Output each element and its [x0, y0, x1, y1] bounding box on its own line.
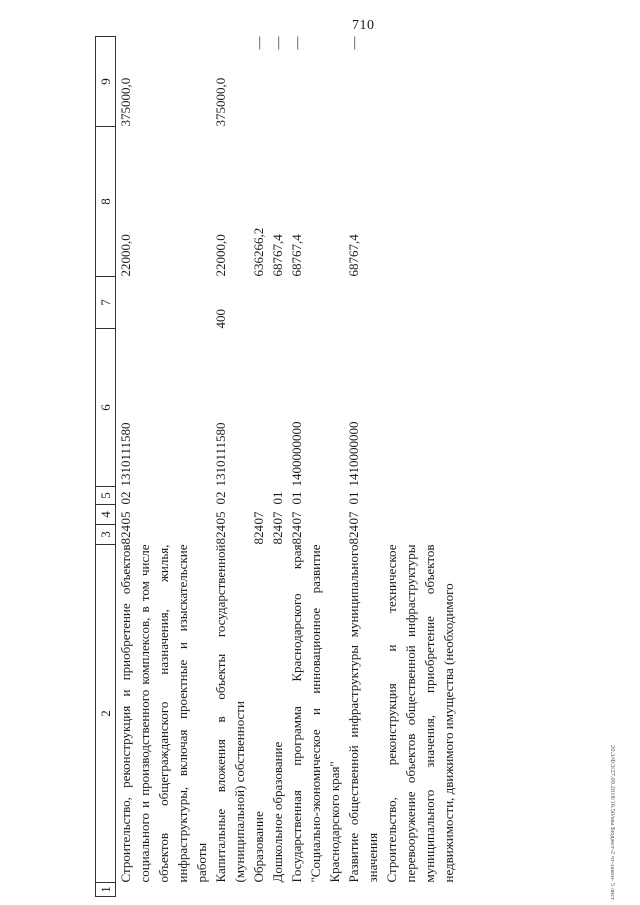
cell-c9: 375000,0 — [213, 77, 228, 127]
table-row — [287, 37, 344, 897]
cell-c5: 01 — [289, 491, 304, 505]
cell-c6: 1310111580 — [213, 422, 228, 487]
row-description: Дошкольное образование — [270, 741, 285, 883]
cell-c4: 05 — [213, 511, 228, 525]
cell-c9: — — [346, 36, 361, 50]
cell-c5: 01 — [270, 491, 285, 505]
table-row — [382, 37, 458, 897]
cell-c9: — — [251, 36, 266, 50]
cell-c7 — [287, 277, 344, 329]
cell-c5 — [249, 487, 268, 505]
cell-c8: 68767,4 — [270, 234, 285, 277]
cell-c7: 400 — [213, 309, 228, 329]
header-row — [96, 37, 116, 897]
cell-c3: 824 — [289, 525, 304, 545]
table-row — [268, 37, 287, 897]
row-description: Государственная программа Краснодарского края "Социально-экономическое и инновационное развитие Краснодарского края" — [289, 544, 342, 883]
cell-c6: 1410000000 — [346, 421, 361, 487]
cell-c7 — [249, 277, 268, 329]
header-col-8: 8 — [96, 127, 116, 277]
row-description: Строительство, реконструкция и приобретение объектов социального и производственного комплексов, в том числе объектов общегражданского назначения, жилья, инфраструктуры, включая проектные и изыскательские работы — [118, 544, 209, 883]
cell-c8: 636266,2 — [251, 227, 266, 277]
cell-c6 — [268, 329, 287, 487]
cell-c3 — [382, 525, 458, 545]
row-description: Развитие общественной инфраструктуры муниципального значения — [346, 544, 380, 883]
table-row — [116, 37, 212, 897]
cell-c7 — [382, 277, 458, 329]
header-col-2: 2 — [96, 545, 116, 883]
cell-c4: 05 — [118, 511, 133, 525]
cell-c8 — [382, 127, 458, 277]
cell-c5 — [382, 487, 458, 505]
table-row — [211, 37, 249, 897]
cell-c3: 824 — [346, 525, 361, 545]
cell-c5: 01 — [346, 491, 361, 505]
header-col-9: 9 — [96, 37, 116, 127]
cell-c7 — [268, 277, 287, 329]
side-stamp: 20.3/ФЭ/27.09.2018/16.50/мы Бюджет-2 чт-закон- 5 лист — [609, 744, 616, 900]
cell-c4: 07 — [251, 511, 266, 525]
header-col-5: 5 — [96, 487, 116, 505]
budget-table — [95, 36, 458, 897]
cell-c4: 07 — [270, 511, 285, 525]
cell-c6: 1400000000 — [289, 421, 304, 487]
cell-c8: 68767,4 — [346, 234, 361, 277]
header-col-3: 3 — [96, 525, 116, 545]
cell-c5: 02 — [118, 491, 133, 505]
header-col-1: 1 — [96, 883, 116, 897]
cell-c5: 02 — [213, 491, 228, 505]
cell-c7 — [344, 277, 382, 329]
cell-c4: 07 — [346, 511, 361, 525]
header-col-7: 7 — [96, 277, 116, 329]
cell-c3: 824 — [118, 525, 133, 545]
cell-c4: 07 — [289, 511, 304, 525]
cell-c6 — [382, 329, 458, 487]
row-description: Строительство, реконструкция и техническое перевооружение объектов общественной инфраструктуры муниципального значения, приобретение объектов недвижимости, движимого имущества (необходимого — [384, 544, 456, 883]
row-description: Образование — [251, 811, 266, 883]
table-row — [249, 37, 268, 897]
header-col-4: 4 — [96, 505, 116, 525]
cell-c8: 22000,0 — [213, 234, 228, 277]
cell-c7 — [116, 277, 212, 329]
header-col-6: 6 — [96, 329, 116, 487]
rotated-table-container — [95, 37, 515, 897]
cell-c9: — — [289, 36, 304, 50]
cell-c6: 1310111580 — [118, 422, 133, 487]
cell-c9 — [382, 37, 458, 127]
cell-c9: 375000,0 — [118, 77, 133, 127]
cell-c9: — — [270, 36, 285, 50]
cell-c8: 22000,0 — [118, 234, 133, 277]
cell-c6 — [249, 329, 268, 487]
page-number: 710 — [352, 18, 375, 33]
cell-c4 — [382, 505, 458, 525]
cell-c3: 824 — [251, 525, 266, 545]
cell-c3: 824 — [270, 525, 285, 545]
row-description: Капитальные вложения в объекты государственной (муниципальной) собственности — [213, 544, 247, 883]
cell-c8: 68767,4 — [289, 234, 304, 277]
table-row — [344, 37, 382, 897]
cell-c3: 824 — [213, 525, 228, 545]
